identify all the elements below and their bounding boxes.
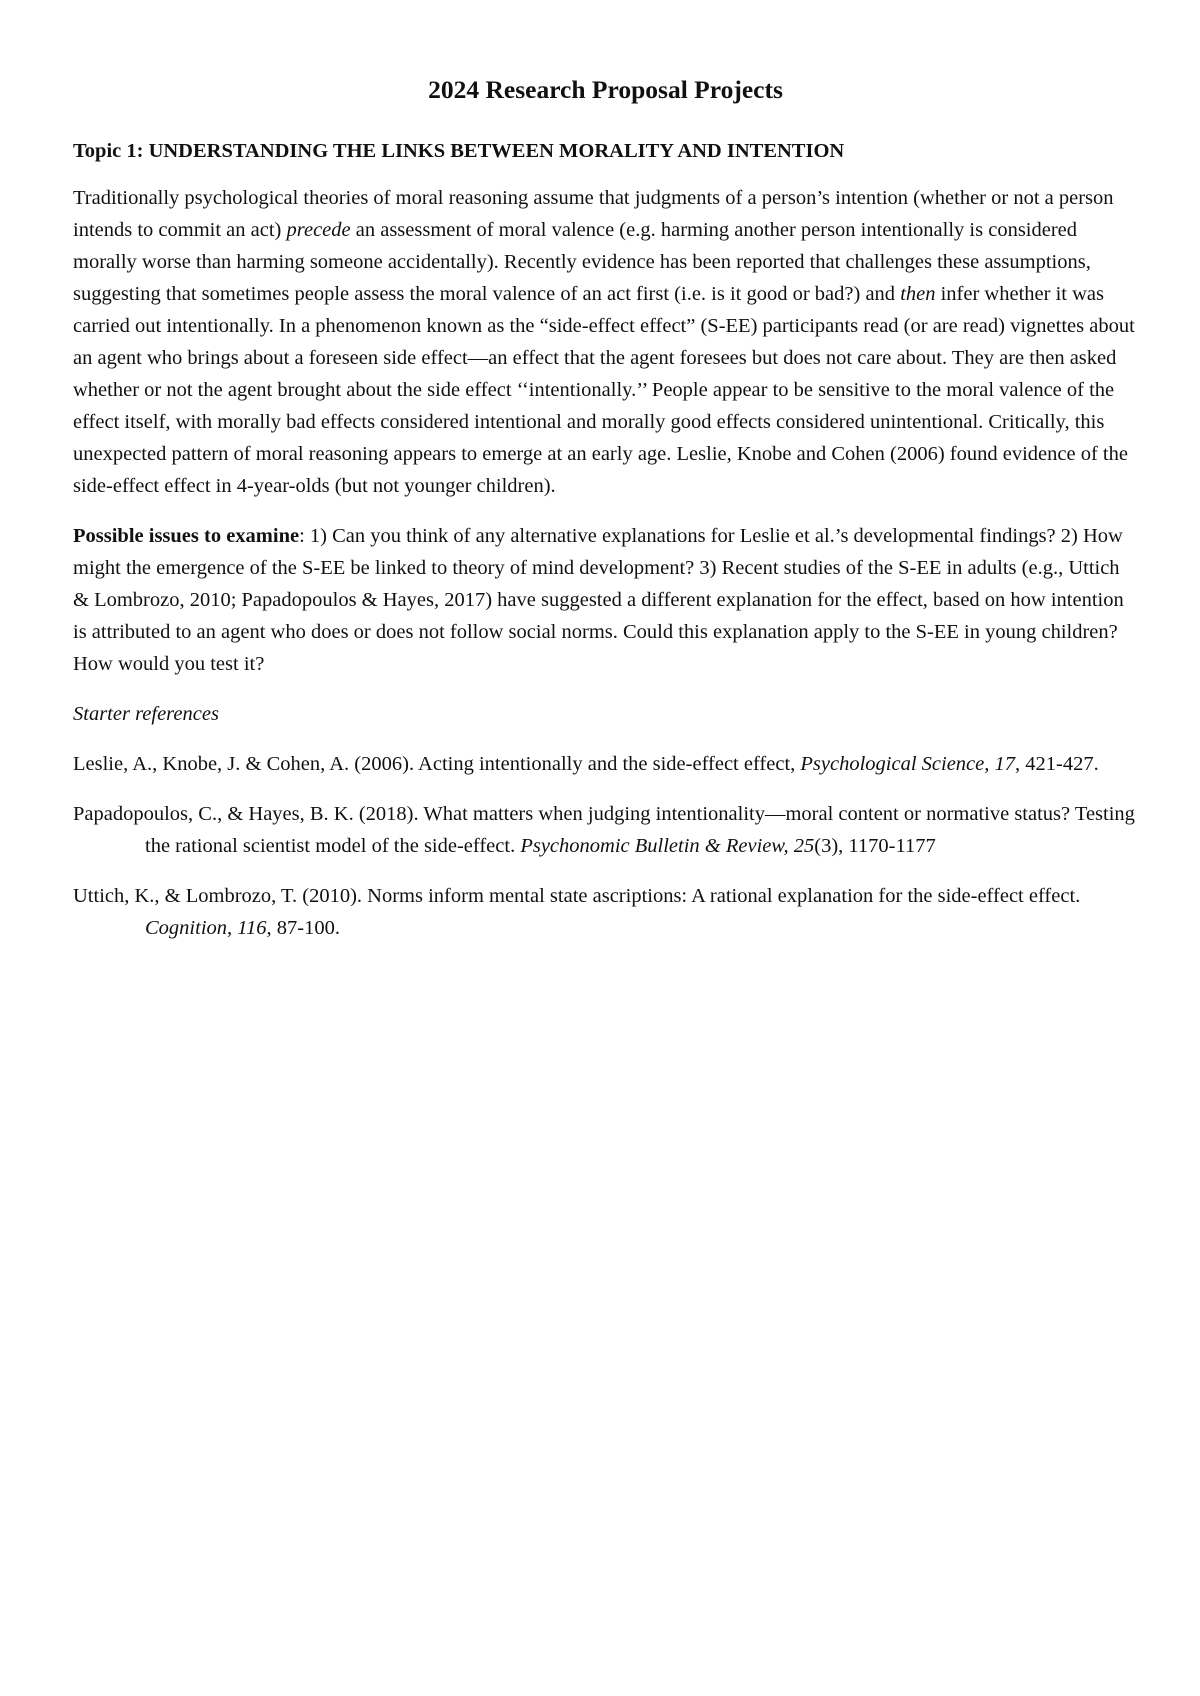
reference-text: Uttich, K., & Lombrozo, T. (2010). Norms inform mental state ascriptions: A rational explanation for the side-effect effect. (73, 885, 1081, 907)
intro-text-3: infer whether it was carried out intentionally. In a phenomenon known as the “side-effect effect” (S-EE) participants read (or are read) vignettes about an agent who brings about a foreseen side effect—an effect that the agent foresees but does not care about. They are then asked whether or not the agent brought about the side effect ‘‘intentionally.’’ People appear to be sensitive to the moral valence of the effect itself, with morally bad effects considered intentional and morally good effects considered unintentional. Critically, this unexpected pattern of moral reasoning appears to emerge at an early age. Leslie, Knobe and Cohen (2006) found evidence of the side-effect effect in 4-year-olds (but not younger children). (73, 283, 1135, 497)
issues-paragraph (73, 520, 1138, 680)
reference-pages: (3), 1170-1177 (814, 835, 936, 857)
document-title: 2024 Research Proposal Projects (428, 75, 783, 104)
reference-text: Papadopoulos, C., & Hayes, B. K. (2018). What matters when judging intentionality—moral content or normative status? Testing the rational scientist model of the side-effect. (73, 803, 1135, 857)
reference-journal: Psychonomic Bulletin & Review, 25 (520, 835, 815, 857)
intro-paragraph (73, 182, 1138, 502)
reference-pages: , 87-100. (266, 917, 340, 939)
intro-emphasis-then: then (900, 283, 936, 305)
reference-text: Leslie, A., Knobe, J. & Cohen, A. (2006). Acting intentionally and the side-effect effect, (73, 753, 801, 775)
reference-item (73, 880, 1138, 944)
reference-item (73, 748, 1138, 780)
topic-label: Topic 1: (73, 140, 144, 162)
intro-text-1: Traditionally psychological theories of moral reasoning assume that judgments of a person’s intention (whether or not a person intends to commit an act) (73, 187, 1114, 241)
reference-journal: Cognition, 116 (145, 917, 267, 939)
starter-references-heading: Starter references (73, 703, 219, 725)
intro-text-2: an assessment of moral valence (e.g. harming another person intentionally is considered morally worse than harming someone accidentally). Recently evidence has been reported that challenges these assumptions, suggesting that sometimes people assess the moral valence of an act first (i.e. is it good or bad?) and (73, 219, 1091, 305)
issues-text: : 1) Can you think of any alternative explanations for Leslie et al.’s developmental findings? 2) How might the emergence of the S-EE be linked to theory of mind development? 3) Recent studies of the S-EE in adults (e.g., Uttich & Lombrozo, 2010; Papadopoulos & Hayes, 2017) have suggested a different explanation for the effect, based on how intention is attributed to an agent who does or does not follow social norms. Could this explanation apply to the S-EE in young children? How would you test it? (73, 525, 1124, 675)
reference-journal: Psychological Science, 17 (800, 753, 1015, 775)
topic-heading (73, 136, 1138, 166)
issues-label: Possible issues to examine (73, 525, 300, 547)
reference-item (73, 798, 1138, 862)
topic-title: UNDERSTANDING THE LINKS BETWEEN MORALITY AND INTENTION (148, 140, 845, 162)
reference-pages: , 421-427. (1015, 753, 1099, 775)
intro-emphasis-precede: precede (286, 219, 351, 241)
